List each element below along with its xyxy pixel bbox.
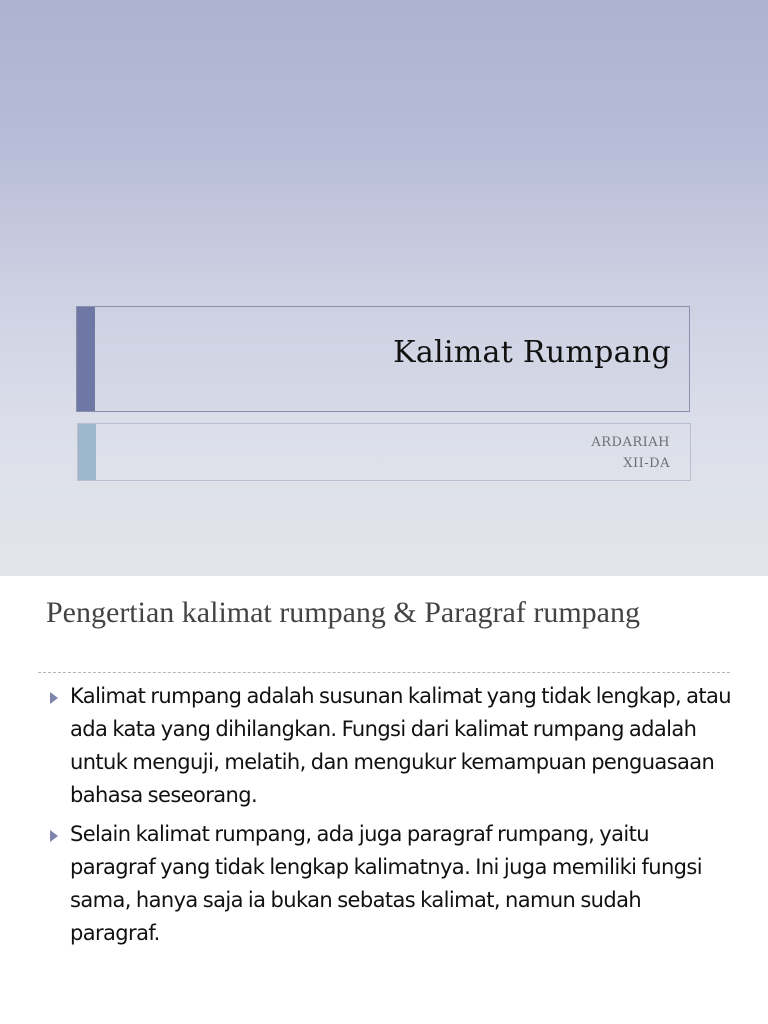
triangle-right-icon: [50, 692, 58, 704]
subtitle-placeholder: [77, 423, 691, 481]
bullet-text: Selain kalimat rumpang, ada juga paragraf rumpang, yaitu paragraf yang tidak lengkap kalimatnya. Ini juga memiliki fungsi sama, hanya saja ia bukan sebatas kalimat, namun sudah paragraf.: [70, 822, 702, 945]
content-slide-title: Pengertian kalimat rumpang & Paragraf rumpang: [46, 596, 640, 629]
bullet-item: [44, 680, 734, 812]
slide-title: Kalimat Rumpang: [393, 335, 671, 370]
title-placeholder: [76, 306, 690, 412]
triangle-right-icon: [50, 830, 58, 842]
title-divider: [38, 672, 730, 673]
author-class: XII-DA: [623, 456, 670, 471]
bullet-item: [44, 818, 734, 950]
subtitle-text: [591, 432, 670, 474]
bullet-text: Kalimat rumpang adalah susunan kalimat yang tidak lengkap, atau ada kata yang dihilangkan. Fungsi dari kalimat rumpang adalah untuk menguji, melatih, dan mengukur kemampuan penguasaan bahasa seseorang.: [70, 684, 732, 807]
content-slide: [0, 576, 768, 1024]
author-name: ARDARIAH: [591, 435, 670, 450]
subtitle-accent-bar: [78, 424, 96, 480]
title-accent-bar: [77, 307, 95, 411]
bullet-list: [44, 680, 734, 956]
